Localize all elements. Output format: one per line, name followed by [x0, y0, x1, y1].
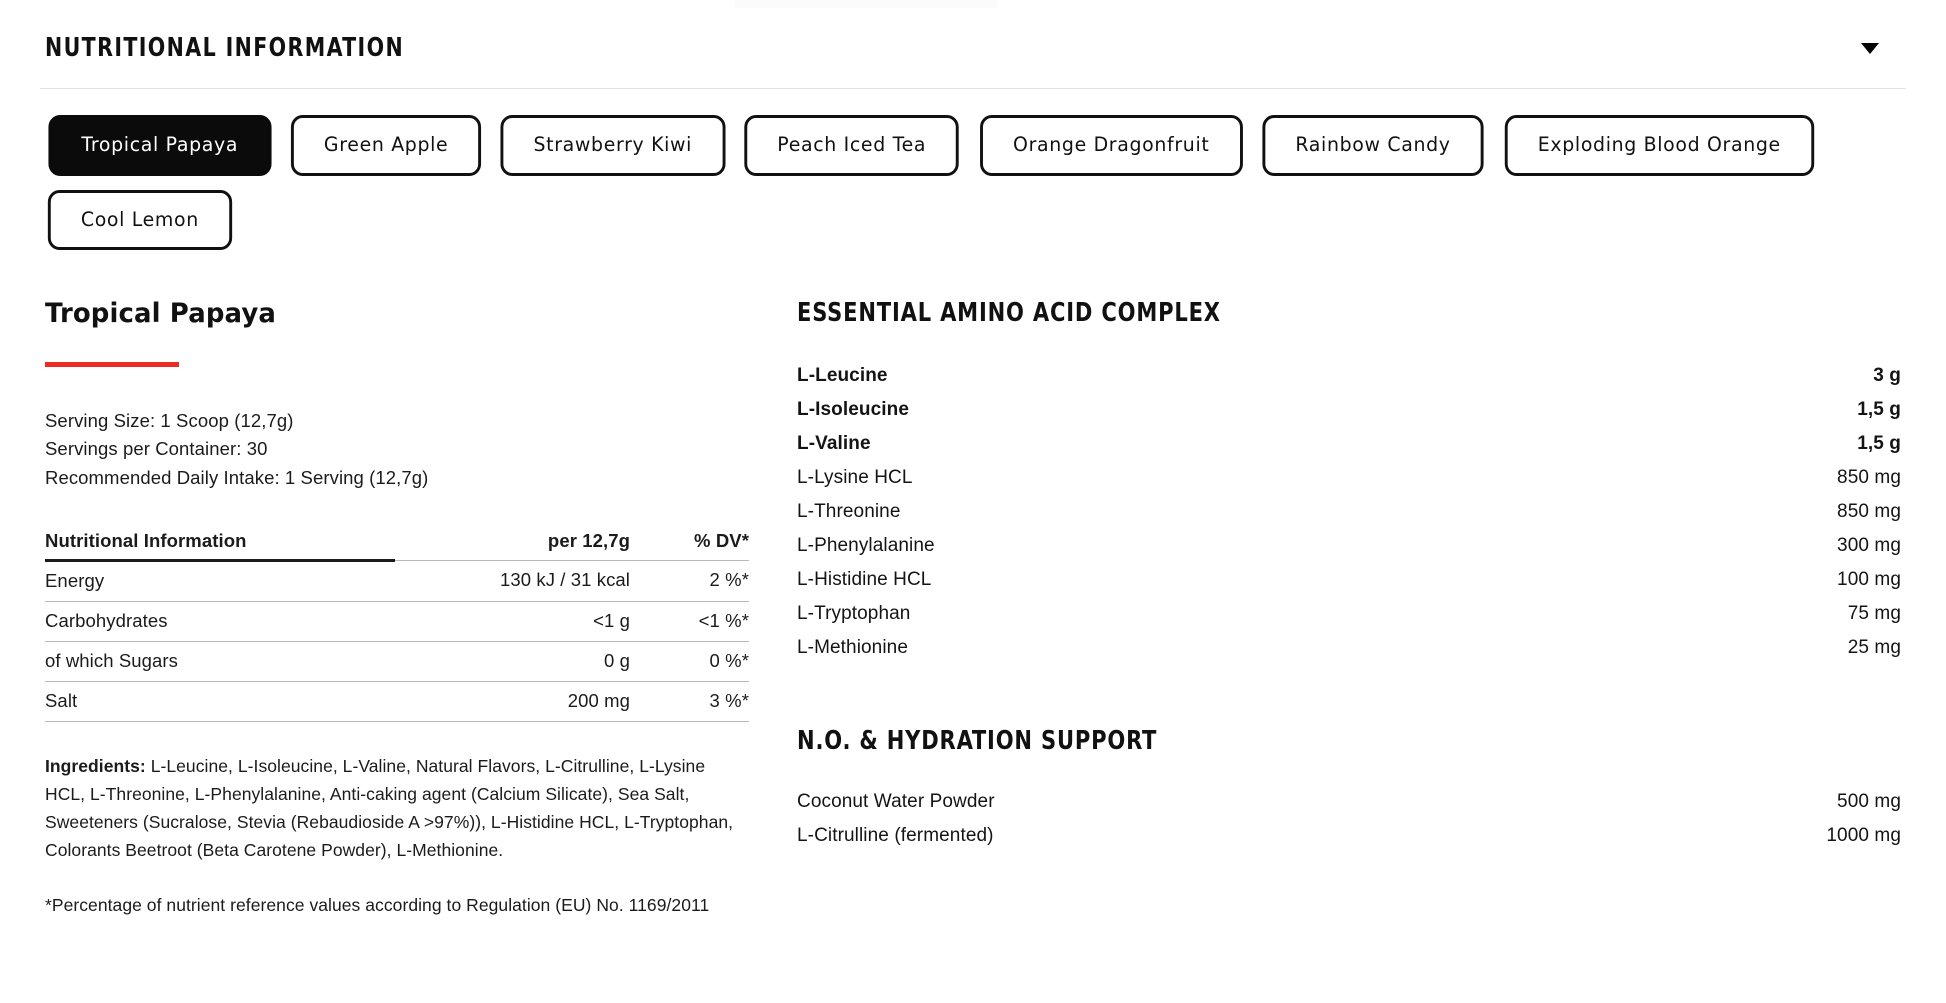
flavor-tab-label: Exploding Blood Orange [1538, 133, 1782, 156]
hydration-ingredient-amount: 1000 mg [1826, 825, 1901, 846]
amino-acid-name: L-Threonine [797, 501, 901, 522]
flavor-tab-label: Tropical Papaya [81, 133, 239, 156]
no-hydration-support-heading: N.O. & HYDRATION SUPPORT [797, 726, 1158, 756]
page-title: NUTRITIONAL INFORMATION [45, 33, 405, 63]
list-item [797, 502, 1901, 536]
flavor-tab-label: Green Apple [323, 133, 448, 156]
flavor-tab-green-apple[interactable] [290, 115, 480, 176]
amino-acid-amount: 3 g [1873, 365, 1901, 386]
nutrient-daily-value: 3 %* [630, 681, 749, 721]
serving-size-text: Serving Size: 1 Scoop (12,7g) [45, 410, 294, 431]
nutrition-facts-table [45, 522, 749, 722]
amino-acid-amount: 100 mg [1837, 569, 1901, 590]
recommended-daily-intake-text: Recommended Daily Intake: 1 Serving (12,7g) [45, 466, 429, 488]
nutrient-daily-value: 2 %* [630, 560, 749, 601]
column-header-daily-value: % DV* [630, 522, 749, 561]
chevron-down-icon [1861, 43, 1879, 54]
amino-acid-name: L-Isoleucine [797, 399, 909, 420]
table-row [45, 641, 749, 681]
nutrient-per-serving: 130 kJ / 31 kcal [395, 560, 630, 601]
amino-acid-name: L-Phenylalanine [797, 535, 935, 556]
selected-flavor-heading: Tropical Papaya [45, 298, 276, 329]
amino-acid-amount: 850 mg [1837, 501, 1901, 522]
regulation-footnote: *Percentage of nutrient reference values according to Regulation (EU) No. 1169/2011 [45, 894, 710, 915]
amino-acid-name: L-Leucine [797, 365, 888, 386]
list-item [797, 536, 1901, 570]
ingredients-text: L-Leucine, L-Isoleucine, L-Valine, Natural Flavors, L-Citrulline, L-Lysine HCL, L-Threonine, L-Phenylalanine, Anti-caking agent (Calcium Silicate), Sea Salt, Sweeteners (Sucralose, Stevia (Rebaudioside A >97%)), L-Histidine HCL, L-Tryptophan, Colorants Beetroot (Beta Carotene Powder), L-Methionine. [45, 755, 734, 860]
right-column [797, 298, 1901, 935]
flavor-tab-label: Strawberry Kiwi [533, 133, 692, 156]
amino-acid-name: L-Tryptophan [797, 603, 911, 624]
amino-acid-amount: 850 mg [1837, 467, 1901, 488]
list-item [797, 638, 1901, 672]
servings-per-container-text: Servings per Container: 30 [45, 438, 268, 460]
flavor-tab-label: Orange Dragonfruit [1012, 133, 1210, 156]
hydration-support-list [797, 792, 1901, 860]
amino-acid-amount: 75 mg [1847, 603, 1901, 624]
nutrient-name: of which Sugars [45, 641, 395, 681]
table-row [45, 681, 749, 721]
list-item [797, 468, 1901, 502]
accordion-toggle-button[interactable] [1853, 31, 1887, 65]
flavor-tab-rainbow-candy[interactable] [1263, 115, 1484, 176]
amino-acid-name: L-Methionine [797, 637, 908, 658]
ingredients-label: Ingredients: [45, 755, 146, 776]
list-item [797, 400, 1901, 434]
column-header-nutrient: Nutritional Information [45, 522, 395, 561]
list-item [797, 792, 1901, 826]
flavor-tab-list [45, 89, 1901, 250]
flavor-tab-peach-iced-tea[interactable] [745, 115, 960, 176]
amino-acid-name: L-Lysine HCL [797, 467, 913, 488]
nutrient-name: Energy [45, 560, 395, 601]
list-item [797, 604, 1901, 638]
list-item [797, 434, 1901, 468]
ingredients-paragraph [45, 752, 735, 864]
nutrient-name: Salt [45, 681, 395, 721]
left-column [45, 298, 797, 935]
essential-amino-acid-complex-heading: ESSENTIAL AMINO ACID COMPLEX [797, 298, 1221, 328]
hydration-ingredient-name: L-Citrulline (fermented) [797, 825, 994, 846]
list-item [797, 366, 1901, 400]
list-item [797, 826, 1901, 860]
list-item [797, 570, 1901, 604]
column-header-per-serving: per 12,7g [395, 522, 630, 561]
accordion-header[interactable] [45, 0, 1901, 88]
table-row [45, 601, 749, 641]
flavor-tab-tropical-papaya[interactable] [48, 115, 271, 176]
table-row [45, 560, 749, 601]
nutrient-per-serving: <1 g [395, 601, 630, 641]
flavor-tab-orange-dragonfruit[interactable] [980, 115, 1242, 176]
serving-info-block [45, 407, 797, 492]
amino-acid-amount: 1,5 g [1857, 433, 1901, 454]
flavor-tab-cool-lemon[interactable] [48, 190, 232, 251]
hydration-ingredient-amount: 500 mg [1837, 791, 1901, 812]
flavor-tab-exploding-blood-orange[interactable] [1505, 115, 1814, 176]
essential-amino-acid-list [797, 366, 1901, 672]
table-header-row [45, 522, 749, 561]
amino-acid-name: L-Histidine HCL [797, 569, 932, 590]
amino-acid-name: L-Valine [797, 433, 871, 454]
nutrient-per-serving: 0 g [395, 641, 630, 681]
amino-acid-amount: 25 mg [1847, 637, 1901, 658]
content-columns [45, 250, 1901, 935]
flavor-tab-label: Cool Lemon [80, 207, 199, 231]
flavor-tab-strawberry-kiwi[interactable] [500, 115, 725, 176]
amino-acid-amount: 300 mg [1837, 535, 1901, 556]
nutrient-daily-value: <1 %* [630, 601, 749, 641]
flavor-tab-label: Peach Iced Tea [777, 133, 927, 156]
flavor-tab-label: Rainbow Candy [1295, 133, 1451, 156]
nutrient-daily-value: 0 %* [630, 641, 749, 681]
hydration-ingredient-name: Coconut Water Powder [797, 791, 995, 812]
accent-underline [45, 362, 179, 367]
nutrient-per-serving: 200 mg [395, 681, 630, 721]
nutrient-name: Carbohydrates [45, 601, 395, 641]
amino-acid-amount: 1,5 g [1857, 399, 1901, 420]
